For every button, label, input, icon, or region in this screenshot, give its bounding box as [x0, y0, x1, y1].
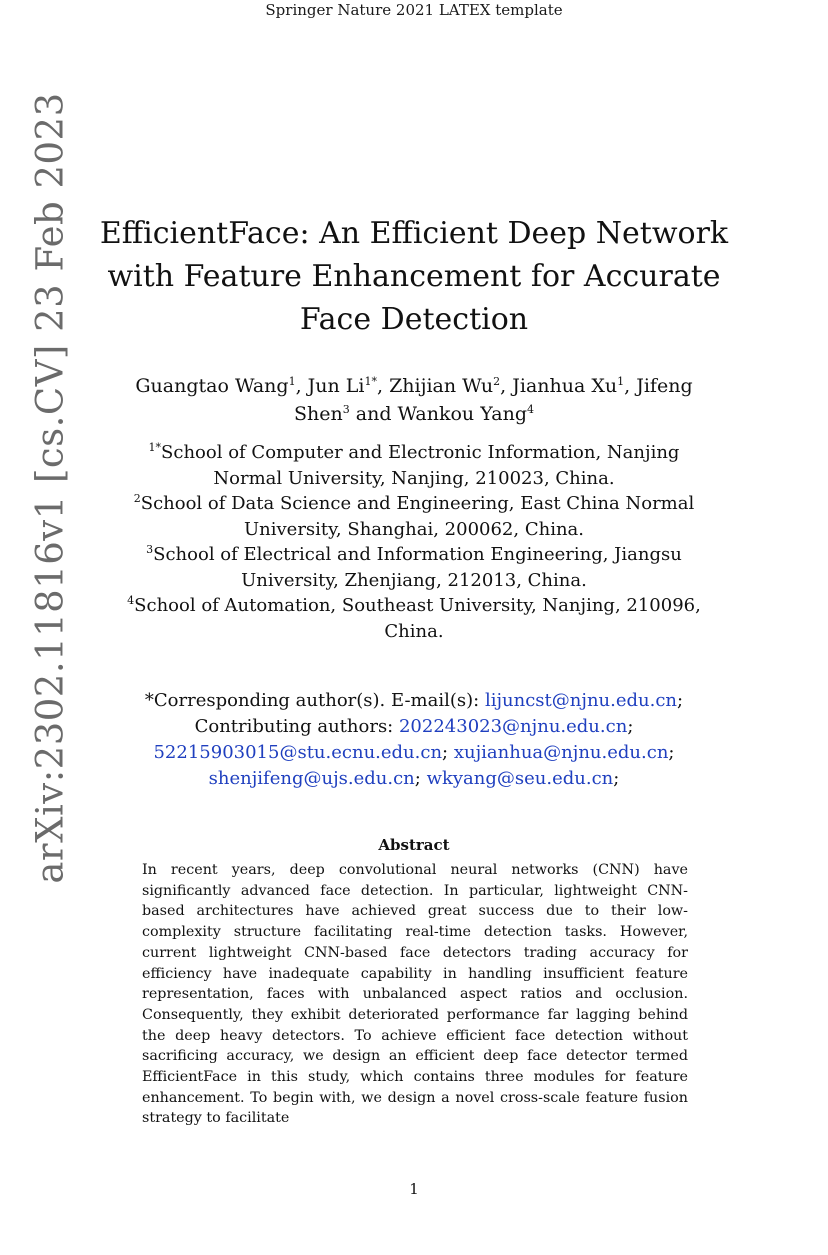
author-name: Wankou Yang [397, 403, 527, 425]
affiliation-mark: 3 [146, 543, 154, 556]
affiliation-mark: 1* [148, 441, 162, 454]
author-name: Guangtao Wang [135, 375, 289, 397]
affiliation-text: School of Data Science and Engineering, East China Normal University, Shanghai, 200062, China. [140, 493, 695, 540]
author-affiliation-mark: 3 [342, 403, 350, 416]
author-separator: , [500, 375, 513, 397]
contributing-email-link[interactable]: xujianhua@njnu.edu.cn [453, 742, 669, 763]
author-name: Zhijian Wu [389, 375, 494, 397]
author-affiliation-mark: 2 [493, 375, 501, 388]
author-separator: , [624, 375, 637, 397]
affiliation-item [120, 491, 708, 542]
arxiv-identifier-stamp: arXiv:2302.11816v1 [cs.CV] 23 Feb 2023 [28, 92, 72, 884]
author-name: Jun Li [307, 375, 365, 397]
abstract-heading: Abstract [378, 836, 450, 854]
affiliation-mark: 4 [127, 594, 135, 607]
author-list [110, 372, 718, 428]
author-affiliation-mark: 1* [364, 375, 377, 388]
contributing-email-link[interactable]: 52215903015@stu.ecnu.edu.cn [153, 742, 443, 763]
author-affiliation-mark: 1 [617, 375, 625, 388]
correspondence-block: *Corresponding author(s). E-mail(s): lijuncst@njnu.edu.cn; Contributing authors: 202243023@njnu.edu.cn; 52215903015@stu.ecnu.edu.cn; xujianhua@njnu.edu.cn; shenjifeng@ujs.edu.cn; wkyang@seu.edu.cn; [144, 690, 684, 789]
contributing-email-link[interactable]: 202243023@njnu.edu.cn [398, 716, 628, 737]
contributing-label: Contributing authors: [194, 716, 394, 737]
affiliation-text: School of Computer and Electronic Information, Nanjing Normal University, Nanjing, 210023, China. [161, 442, 680, 489]
corresponding-label: *Corresponding author(s). E-mail(s): [144, 690, 480, 711]
affiliation-text: School of Electrical and Information Engineering, Jiangsu University, Zhenjiang, 212013, China. [153, 544, 682, 591]
author-separator: and [349, 403, 398, 425]
affiliation-item [120, 593, 708, 644]
paper-title: EfficientFace: An Efficient Deep Network with Feature Enhancement for Accurate Face Detection [99, 216, 729, 337]
affiliation-item [120, 542, 708, 593]
author-affiliation-mark: 4 [527, 403, 534, 416]
author-separator: , [295, 375, 308, 397]
page-number: 1 [409, 1180, 419, 1198]
affiliation-item [120, 440, 708, 491]
affiliation-text: School of Automation, Southeast University, Nanjing, 210096, China. [134, 595, 701, 642]
running-header: Springer Nature 2021 LATEX template [265, 1, 563, 19]
corresponding-email-link[interactable]: lijuncst@njnu.edu.cn [484, 690, 678, 711]
contributing-email-link[interactable]: wkyang@seu.edu.cn [426, 768, 614, 789]
affiliation-list [120, 440, 708, 644]
author-affiliation-mark: 1 [288, 375, 296, 388]
abstract-text: In recent years, deep convolutional neural networks (CNN) have significantly advanced face detection. In particular, lightweight CNN-based architectures have achieved great success due to their low-complexity structure facilitating real-time detection tasks. However, current lightweight CNN-based face detectors trading accuracy for efficiency have inadequate capability in handling insufficient feature representation, faces with unbalanced aspect ratios and occlusion. Consequently, they exhibit deteriorated performance far lagging behind the deep heavy detectors. To achieve efficient face detection without sacrificing accuracy, we design an efficient deep face detector termed EfficientFace in this study, which contains three modules for feature enhancement. To begin with, we design a novel cross-scale feature fusion strategy to facilitate [142, 862, 688, 1127]
contributing-email-link[interactable]: shenjifeng@ujs.edu.cn [208, 768, 415, 789]
author-separator: , [376, 375, 390, 397]
author-name: Jifeng Shen [293, 375, 693, 425]
affiliation-mark: 2 [133, 492, 141, 505]
author-name: Jianhua Xu [512, 375, 618, 397]
